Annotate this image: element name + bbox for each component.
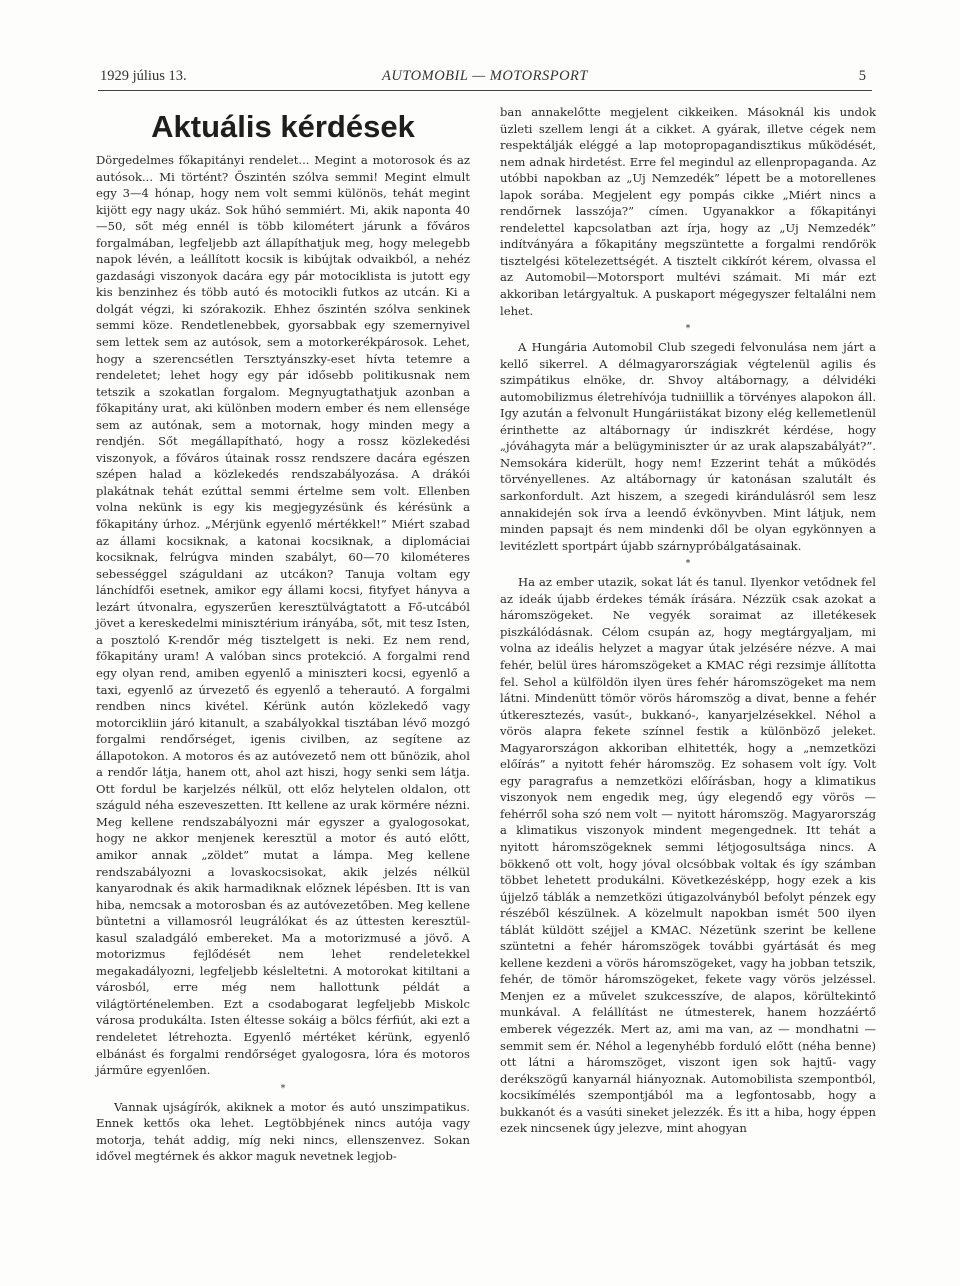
left-column xyxy=(96,104,470,1165)
article-paragraph-4: A Hungária Automobil Club szegedi felvonulása nem járt a kellő sikerrel. A délmagyarországiak végtelenül agilis és szimpátikus elnöke, dr. Shvoy altábornagy, a délvidéki automobilizmus életrehívója tudniillik a törvényes alapokon áll. Igy azután a felvonult Hungáriistákat bizony elég kellemetlenül érinthette az altábornagy úr indiszkrét kérdése, hogy „jóváhagyta már a belügyminiszter úr az urak alapszabályát?”. Nemsokára kiderült, hogy nem! Ezzerint tehát a működés törvényellenes. Az altábornagy úr katonásan szalutált és sarkonfordult. Azt hiszem, a szegedi kirándulásról sem lesz annakidején sok írva a leendő évkönyvben. Mint látjuk, nem minden papsajt és nem mindenki dől be olyan egykönnyen a levitézlett sportpárt újabb szárnypróbálgatásainak. xyxy=(500,340,876,553)
publication-title: AUTOMOBIL — MOTORSPORT xyxy=(382,68,588,84)
right-column xyxy=(500,104,876,1137)
issue-date: 1929 július 13. xyxy=(100,68,187,84)
article-paragraph-1: Dörgedelmes főkapitányi rendelet... Megint a motorosok és az autósok... Mi történt? Őszintén szólva semmi! Megint elmult egy 3—4 hónap, hogy nem volt semmi különös, tehát megint kijött egy nagy ukáz. Sok hűhó semmiért. Mi, akik naponta 40—50, sőt még ennél is több kilométert járunk a főváros forgalmában, legfeljebb azt állapíthatjuk meg, hogy melegebb napok lévén, a leállított kocsik is kibújtak odvaikból, a nehéz gazdasági viszonyok dacára egy pár motociklista is jutott egy kis benzinhez és több autó és motocikli futkos az utcán. Ki a dolgát végzi, ki szórakozik. Ehhez őszintén szólva senkinek semmi köze. Rendetlenebbek, gyorsabbak egy szemernyivel sem lettek sem az autósok, sem a motorkerékpárosok. Lehet, hogy a szerencsétlen Tersztyánszky-eset hívta tetemre a rendeletet; lehet hogy egy pár idősebb politikusnak nem tetszik a szokatlan forgalom. Megnyugtathatjuk azonban a főkapitány urat, aki különben modern ember és nem ellensége sem az autónak, sem a motornak, hogy minden megy a rendjén. Sőt megállapítható, hogy a rossz közlekedési viszonyok, a főváros útainak rossz rendszere dacára egészen szépen halad a közlekedés rendszabályozása. A drákói plakátnak tehát ezúttal semmi értelme sem volt. Ellenben volna nekünk is egy kis megjegyzésünk és kérésünk a főkapitány úrhoz. „Mérjünk egyenlő mértékkel!” Miért szabad az állami kocsiknak, a katonai kocsiknak, a diplomáciai kocsiknak, felrúgva minden szabályt, 60—70 kilométeres sebességgel száguldani az utcákon? Tanuja voltam egy lánchídfői esetnek, amikor egy állami kocsi, fityfyet hányva a lezárt útvonalra, egyszerűen keresztülvágtatott a Fő-utcából jövet a kereskedelmi minisztérium irányába, sőt, mit tesz Isten, a posztoló K-rendőr még tisztelgett is neki. Ez nem rend, főkapitány uram! A valóban sincs protekció. A forgalmi rend egy olyan rend, amiben egyenlő a miniszteri kocsi, egyenlő a taxi, egyenlő az úrvezető és egyenlő a teherautó. A forgalmi rendben nincs kivétel. Kérünk autón közlekedő vagy motorcikliin járó kitanult, a szabályokkal tisztában lévő mozgó forgalmi rendőrséget, igenis civilben, az segítene az állapotokon. A motoros és az autóvezető nem ott bűnözik, ahol a rendőr látja, hanem ott, ahol azt hiszi, hogy senki sem látja. Ott fordul be karjelzés nélkül, ott előz helytelen oldalon, ott száguld néha eszeveszetten. Itt kellene az urak körmére nézni. Meg kellene rendszabályozni már egyszer a gyalogosokat, hogy ne akkor menjenek keresztül a motor és autó előtt, amikor annak „zöldet” mutat a lámpa. Meg kellene rendszabályozni a lovaskocsisokat, akik jelzés nélkül kanyarodnak és akik harmadiknak előznek lépésben. Itt is van hiba, nemcsak a motorosban és az autóvezetőben. Meg kellene büntetni a villamosról leugrálókat és az úttesten keresztül-kasul szaladgáló embereket. Ma a motorizmusé a jövő. A motorizmus fejlődését nem lehet rendeletekkel megakadályozni, legfeljebb késleltetni. A motorokat kitiltani a városból, erre még nem hallottunk példát a világtörténelemben. Ezt a csodabogarat legfeljebb Miskolc városa produkálta. Isten éltesse sokáig a bölcs férfiút, aki ezt a rendeletet létrehozta. Egyenlő mértéket kérünk, egyenlő elbánást és forgalmi rendőrséget gyalogosra, lóra és motoros járműre egyenlően. xyxy=(96,153,470,1078)
article-paragraph-3: ban annakelőtte megjelent cikkeiken. Másoknál kis undok üzleti szellem lengi át a cikket. A gyárak, illetve cégek nem respektálják eléggé a lap motopropagandisztikus működését, nem adnak hirdetést. Erre fel megindul az ellenpropaganda. Az utóbbi napokban az „Uj Nemzedék” lépett be a motorellenes lapok sorába. Megjelent egy pompás cikke „Miért nincs a rendőrnek lasszója?” címen. Ugyanakkor a főkapitányi rendelettel kapcsolatban azt írja, hogy az „Uj Nemzedék” indítványára a főkapitány megszüntette a forgalmi rendőrök tisztelgési kötelezettségét. A tisztelt cikkírót kérem, olvassa el az Automobil—Motorsport multévi számait. Mi már ezt akkoriban letárgyaltuk. A puskaport mégegyszer feltalálni nem lehet. xyxy=(500,105,876,318)
section-separator: * xyxy=(280,1083,286,1094)
page-header xyxy=(100,68,870,90)
section-separator: * xyxy=(685,324,691,335)
article-paragraph-2: Vannak ujságírók, akiknek a motor és autó unszimpatikus. Ennek kettős oka lehet. Legtöbbjének nincs autója vagy motorja, tehát addig, míg neki nincs, ellenszenvez. Sokan idővel megtérnek és akkor maguk nevetnek legjob- xyxy=(96,1099,470,1164)
article-title: Aktuális kérdések xyxy=(151,109,415,144)
header-rule xyxy=(98,90,872,91)
article-paragraph-5: Ha az ember utazik, sokat lát és tanul. Ilyenkor vetődnek fel az ideák újabb érdekes témák írására. Nézzük csak azokat a háromszögeket. Ne vegyék soraimat az illetékesek piszkálódásnak. Célom csupán az, hogy megtárgyaljam, mi volna az ideális helyzet a magyar útak jelzésére nézve. A mai fehér, belül üres háromszögeket a KMAC régi rezsimje állította fel. Sehol a külföldön ilyen üres fehér háromszögeket ma nem látni. Mindenütt tömör vörös háromszög a divat, benne a fehér útkeresztezés, vasút-, bukkanó-, kanyarjelzésekkel. Néhol a vörös alapra fekete színnel festik a különböző jeleket. Magyarországon akkoriban elhitették, hogy a „nemzetközi előírás” a nyitott fehér háromszög. Ez sohasem volt így. Volt egy paragrafus a nemzetközi előírásban, hogy a klimatikus viszonyok nem engedik meg, úgy elegendő egy vörös — fehérről soha szó nem volt — nyitott háromszög. Magyarország a klimatikus viszonyok mindent megengednek. Itt tehát a nyitott háromszögeknek semmi létjogosultsága nincs. A bökkenő ott volt, hogy jóval olcsóbbak voltak és így számban többet lehetett produkálni. Következésképp, hogy ezek a kis újjelző táblák a nemzetközi útigazolványból befolyt pénzek egy részéből készülnek. A közelmult napokban ismét 500 ilyen táblát küldött széjjel a KMAC. Nézetünk szerint be kellene szüntetni a fehér háromszögek további gyártását és meg kellene kezdeni a vörös háromszögeket, vagy ha jobban tetszik, fehér, de tömör háromszögeket, fekete vagy vörös jelzéssel. Menjen ez a művelet szukcesszíve, de alapos, körültekintő munkával. A felállítást ne útmesterek, hanem hozzáértő emberek végezzék. Mert az, ami ma van, az — mondhatni — semmit sem ér. Néhol a legenyhébb forduló előtt (néha benne) ott látni a háromszöget, viszont igen sok hajtű- vagy derékszögű kanyarnál hiányoznak. Automobilista szempontból, kocsikímélés szempontjából ma a legfontosabb, hogy a bukkanót és a vasúti sineket jelezzék. És itt a hiba, hogy éppen ezek nincsenek úgy jelezve, mint ahogyan xyxy=(500,575,876,1136)
page-number: 5 xyxy=(858,68,866,84)
section-separator: * xyxy=(685,559,691,570)
